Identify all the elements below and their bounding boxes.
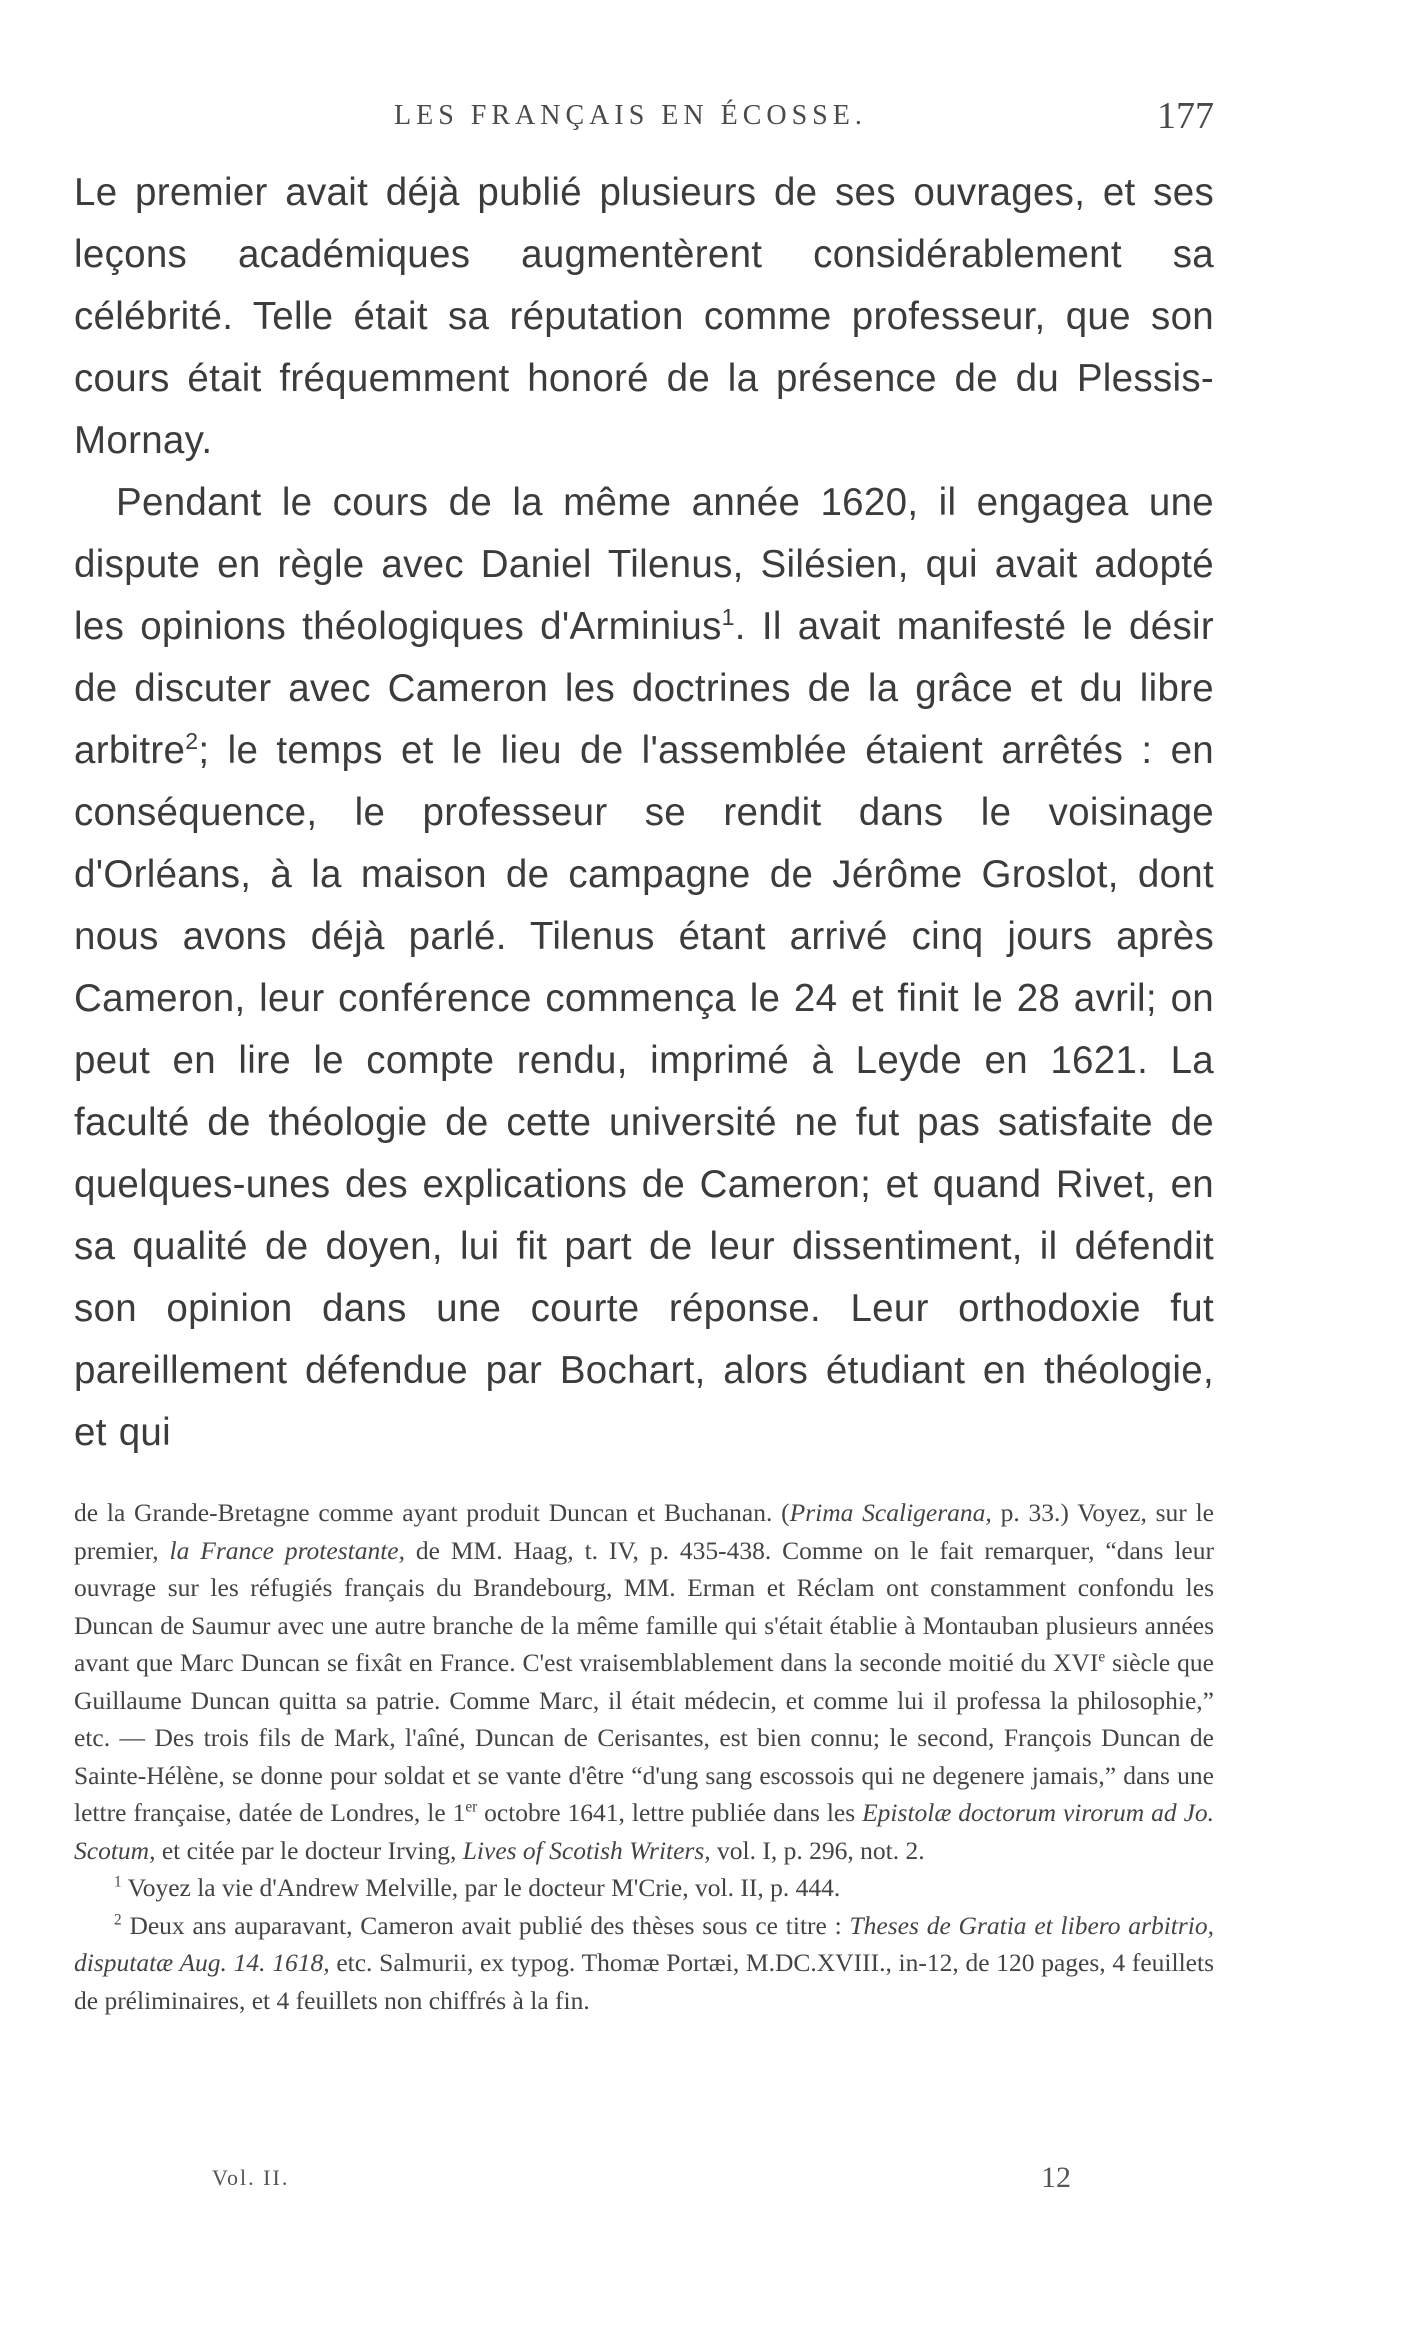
paragraph-2 — [74, 472, 1214, 1464]
paragraph-2-part-1: Pendant le cours de la même année 1620, il engagea une dispute en règle avec Daniel Tilenus, Silésien, qui avait adopté les opinions théologiques d'Arminius — [74, 481, 1214, 648]
note-text: de la Grande-Bretagne comme ayant produit Duncan et Buchanan. ( — [74, 1498, 790, 1527]
main-text — [74, 162, 1214, 1464]
footnote-1-number: 1 — [114, 1873, 122, 1891]
footnote-2-text: etc. Salmurii, ex typog. Thomæ Portæi, M.DC.XVIII., in-12, de 120 pages, 4 feuillets de préliminaires, et 4 feuillets non chiffrés à la fin. — [74, 1948, 1214, 2015]
footnote-ref-1: 1 — [721, 604, 735, 631]
running-head: LES FRANÇAIS EN ÉCOSSE. — [394, 100, 867, 131]
note-text: siècle que Guillaume Duncan quitta sa patrie. Comme Marc, il était médecin, et comme lui il professa la philosophie,” etc. — Des trois fils de Mark, l'aîné, Duncan de Cerisantes, est bien connu; le second, François Duncan de Sainte-Hélène, se donne pour soldat et se vante d'être “d'ung sang escossois qui ne degenere jamais,” dans une lettre française, datée de Londres, le 1 — [74, 1648, 1214, 1827]
footnote-2-title: Theses de Gratia et libero arbitrio, disputatæ Aug. 14. 1618, — [74, 1910, 1215, 1977]
note-text: octobre 1641, lettre publiée dans les — [477, 1798, 863, 1827]
paragraph-2-part-2: . Il avait manifesté le désir de discuter avec Cameron les doctrines de la grâce et du libre arbitre — [74, 605, 1214, 772]
paragraph-2-part-3: ; le temps et le lieu de l'assemblée étaient arrêtés : en conséquence, le professeur se rendit dans le voisinage d'Orléans, à la maison de campagne de Jérôme Groslot, dont nous avons déjà parlé. Tilenus étant arrivé cinq jours après Cameron, leur conférence commença le 24 et finit le 28 avril; on peut en lire le compte rendu, imprimé à Leyde en 1621. La faculté de théologie de cette université ne fut pas satisfaite de quelques-unes des explications de Cameron; et quand Rivet, en sa qualité de doyen, lui fit part de leur dissentiment, il défendit son opinion dans une courte réponse. Leur orthodoxie fut pareillement défendue par Bochart, alors étudiant en théologie, et qui — [74, 729, 1214, 1454]
footnote-continuation — [74, 1494, 1214, 1869]
note-italic: la France protestante, — [169, 1535, 405, 1565]
page-number: 177 — [1157, 95, 1214, 137]
signature-mark: 12 — [1041, 2161, 1071, 2194]
note-text: p. 33.) Voyez, sur le premier, — [74, 1498, 1214, 1565]
book-page — [74, 95, 1215, 2019]
page-footer — [136, 2161, 1136, 2195]
footnote-2-number: 2 — [114, 1911, 122, 1928]
note-text: et citée par le docteur Irving, — [155, 1835, 463, 1865]
note-italic: Prima Scaligerana, — [789, 1498, 992, 1527]
footnotes — [74, 1494, 1214, 2019]
footnote-1 — [74, 1869, 1214, 1907]
note-text: de MM. Haag, t. IV, p. 435-438. Comme on le fait remarquer, “dans leur ouvrage sur les réfugiés français du Brandebourg, MM. Erman et Réclam ont constamment confondu les Duncan de Saumur avec une autre branche de la même famille qui s'était établie à Montauban plusieurs années avant que Marc Duncan se fixât en France. C'est vraisemblablement dans la seconde moitié du XVI — [74, 1535, 1214, 1677]
footnote-2-text: Deux ans auparavant, Cameron avait publié des thèses sous ce titre : — [121, 1910, 850, 1940]
footnote-2 — [74, 1907, 1214, 2020]
volume-label: Vol. II. — [212, 2165, 290, 2190]
footnote-1-text: Voyez la vie d'Andrew Melville, par le docteur M'Crie, vol. II, p. 444. — [121, 1873, 841, 1902]
note-italic: Epistolæ doctorum virorum ad Jo. Scotum, — [74, 1798, 1215, 1865]
note-sup: er — [465, 1798, 478, 1816]
page-header — [74, 95, 1214, 140]
note-italic: Lives of Scotish Writers, — [462, 1835, 711, 1865]
paragraph-1: Le premier avait déjà publié plusieurs de ses ouvrages, et ses leçons académiques augmentèrent considérablement sa célébrité. Telle était sa réputation comme professeur, que son cours était fréquemment honoré de la présence de du Plessis-Mornay. — [74, 171, 1214, 462]
note-sup: e — [1098, 1648, 1106, 1666]
note-text: vol. I, p. 296, not. 2. — [710, 1835, 925, 1865]
footnote-ref-2: 2 — [185, 728, 199, 755]
